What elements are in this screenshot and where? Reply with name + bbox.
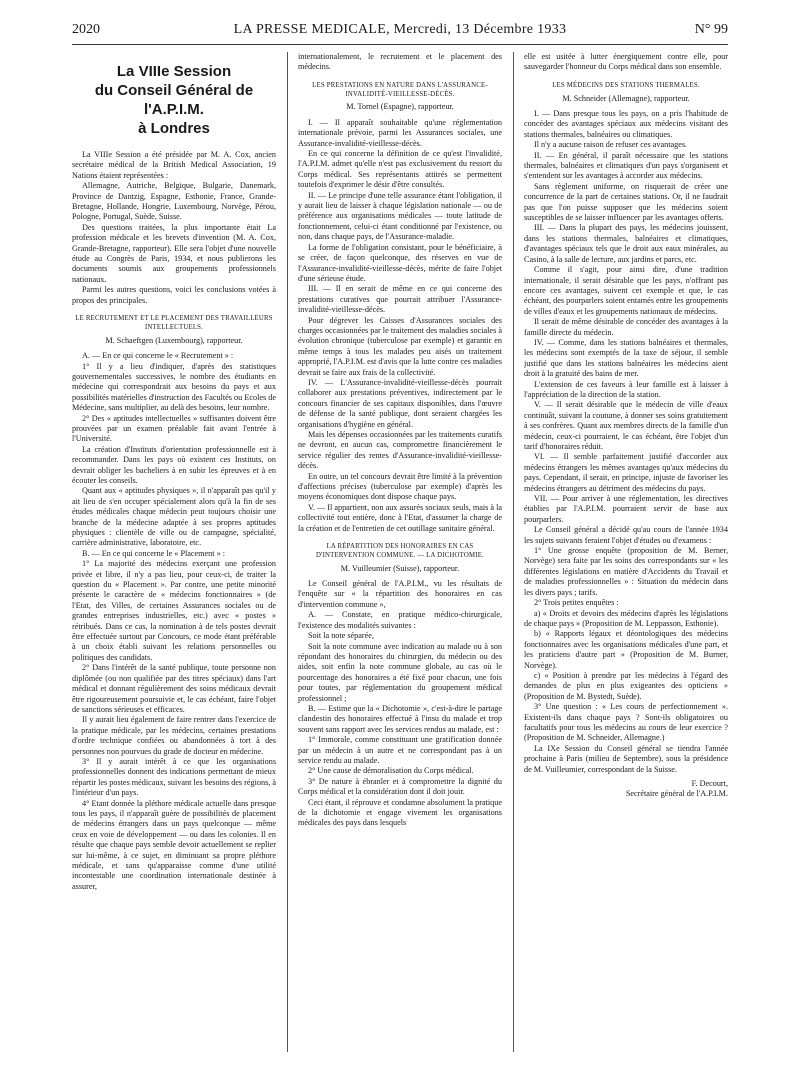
- paragraph: Parmi les autres questions, voici les conclusions votées à propos des principales.: [72, 285, 276, 305]
- paragraph: 2° Trois petites enquêtes :: [534, 598, 619, 608]
- paragraph: c) « Position à prendre par les médecins à l'égard des demandes de plus en plus exigeantes des opticiens » (Proposition de M. Bystedt, Suède).: [524, 670, 728, 701]
- paragraph: En outre, un tel concours devrait être limité à la prévention d'affections précises (tuberculose par exemple) d'après les moyens économiques dont dispose chaque pays.: [298, 471, 502, 502]
- paragraph: VII. — Pour arriver à une réglementation, les directives établies par l'A.P.I.M. pourraient servir de base aux pourparlers.: [524, 494, 728, 524]
- paragraph: II. — Le principe d'une telle assurance étant l'obligation, il y aurait lieu de laisser à chaque législation nationale — ou de préférence aux organisations médicales — toute latitude de fonctionnement, celui-ci étant conditionné par l'existence, ou non, dans chaque pays, de l'Assurance-maladie.: [298, 190, 502, 242]
- paragraph: 3° Une question : « Les cours de perfectionnement ». Existent-ils dans chaque pays ? Sont-ils obligatoires ou facultatifs pour tous les médecins au cours de leur exercice ? (Proposition de M. Schneider, Allemagne.): [524, 702, 728, 743]
- paragraph: a) « Droits et devoirs des médecins d'après les législations de chaque pays » (Proposition de M. Leppasson, Esthonie).: [524, 608, 728, 628]
- paragraph: VI. — Il semble parfaitement justifié d'accorder aux médecins étrangers les mêmes avantages qu'aux médecins du pays. Cependant, il serait, en principe, injuste de favoriser les médecins étrangers au détriment des médecins du pays.: [524, 452, 728, 493]
- paragraph: 3° De nature à ébranler et à compromettre la dignité du Corps médical et la considération dont il doit jouir.: [298, 776, 502, 797]
- column-body: [298, 52, 502, 829]
- paragraph: Des questions traitées, la plus importante était La profession médicale et les brevets d'invention (M. A. Cox, Grande-Bretagne, rapporteur). Elle sera l'objet d'une nouvelle étude au Congrès de Paris, 1934, et nous publierons les documents soumis aux groupements professionnels nationaux.: [72, 222, 276, 284]
- section-heading: LES MÉDECINS DES STATIONS THERMALES.: [552, 81, 700, 89]
- paragraph: Il serait de même désirable de concéder des avantages à la famille directe du médecin.: [524, 317, 728, 337]
- paragraph: b) « Rapports légaux et déontologiques des médecins fonctionnaires avec les organisations médicales d'une part, et les praticiens d'autre part » (Proposition de M. Burner, Norvège).: [524, 629, 728, 670]
- paragraph: A. — Constate, en pratique médico-chirurgicale, l'existence des modalités suivantes :: [298, 610, 502, 630]
- column-1: [72, 52, 276, 1062]
- paragraph: Mais les dépenses occasionnées par les traitements curatifs ne devront, en aucun cas, compromettre financièrement le service régulier des rentes d'Assurance-invalidité-vieillesse-décès.: [298, 430, 502, 471]
- paragraph: III. — Dans la plupart des pays, les médecins jouissent, dans les stations thermales, balnéaires et climatiques, d'avantages spéciaux tels que le droit aux eaux minérales, au Casino, à la salle de lecture, aux jardins et parcs, etc.: [524, 223, 728, 264]
- paragraph: 1° Une grosse enquête (proposition de M. Berner, Norvège) sera faite par les soins des correspondants sur « les différentes législations en matière d'Accidents du Travail et de maladies professionnelles » : Situation du médecin dans les divers pays ; tarifs.: [524, 546, 728, 597]
- paragraph: 1° Il y a lieu d'indiquer, d'après des statistiques gouvernementales successives, le nombre des étudiants en médecine qui correspondrait aux besoins du pays et aux possibilités matérielles d'instruction des Facultés ou Ecoles de Médecine, sans multiplier, au delà des besoins, leur nombre.: [72, 361, 276, 413]
- paragraph: Allemagne, Autriche, Belgique, Bulgarie, Danemark, Province de Dantzig, Espagne, Esthonie, France, Grande-Bretagne, Hollande, Hongrie, Luxembourg, Norvège, Pérou, Pologne, Portugal, Suède, Suisse.: [72, 181, 276, 222]
- paragraph: 2° Une cause de démoralisation du Corps médical.: [308, 766, 474, 776]
- section-heading: LES PRESTATIONS EN NATURE DANS L'ASSURANCE-INVALIDITÉ-VIEILLESSE-DÉCÈS.: [312, 81, 488, 98]
- paragraph: IV. — Comme, dans les stations balnéaires et thermales, les médecins sont exemptés de la taxe de séjour, il semble justifié que dans les stations balnéaires les médecins aient droit à la gratuité des bains de mer.: [524, 337, 728, 379]
- paragraph: La VIIIe Session a été présidée par M. A. Cox, ancien secrétaire médical de la British Medical Association, 19 Nations étaient représentées :: [72, 150, 276, 180]
- rapporteur-line: M. Vuilleumier (Suisse), rapporteur.: [340, 563, 460, 573]
- paragraph: En ce qui concerne la définition de ce qu'est l'invalidité, l'A.P.I.M. admet qu'elle n'est pas exclusivement du ressort du Corps médical. Ses représentants attitrés se permettent toutefois d'exprimer le désir d'être consultés.: [298, 149, 502, 190]
- column-2: [298, 52, 502, 1062]
- column-body: [524, 52, 728, 800]
- paragraph: Le Conseil général de l'A.P.I.M., vu les résultats de l'enquête sur « la répartition des honoraires en cas d'intervention commune »,: [298, 579, 502, 609]
- paragraph: 2° Des « aptitudes intellectuelles » suffisantes doivent être prouvées par un examen préalable fait avant l'entrée à l'Université.: [72, 413, 276, 444]
- rapporteur-line: M. Schaeftgen (Luxembourg), rapporteur.: [105, 335, 243, 345]
- paragraph: Il y aurait lieu également de faire rentrer dans l'exercice de la pratique médicale, par les médecins, certaines prestations d'ordre technique confiées ou abandonnées à tort à des personnes non pourvues du grade de docteur en médecine.: [72, 715, 276, 756]
- paragraph: elle est usitée à lutter énergiquement contre elle, pour sauvegarder l'honneur du Corps médical dans son ensemble.: [524, 52, 728, 72]
- article-title: [72, 62, 276, 138]
- paragraph: Ceci étant, il réprouve et condamne absolument la pratique de la dichotomie et engage vivement les organisations médicales des pays dans lesquels: [298, 797, 502, 828]
- paragraph: 3° Il y aurait intérêt à ce que les organisations professionnelles donnent des indications permettant de mieux répartir les postes médicaux, suivant les besoins des régions, à l'intérieur d'un pays.: [72, 756, 276, 798]
- column-body: [72, 150, 276, 892]
- section-heading: LA RÉPARTITION DES HONORAIRES EN CAS D'INTERVENTION COMMUNE. — LA DICHOTOMIE.: [316, 543, 484, 559]
- paragraph: Quant aux « aptitudes physiques », il n'apparaît pas qu'il y ait lieu de s'en occuper spécialement alors qu'à la fin de ses études médicales chaque médecin peut toujours choisir une branche de la médecine adaptée à ses propres aptitudes physiques : clientèle de ville ou de campagne, spécialité, carrière administrative, laboratoire, etc.: [72, 486, 276, 548]
- publication-title: LA PRESSE MEDICALE, Mercredi, 13 Décembre 1933: [233, 22, 567, 37]
- paragraph: IV. — L'Assurance-invalidité-vieillesse-décès pourrait collaborer aux prestations préventives, indirectement par le concours financier de ses capitaux disponibles, dans l'œuvre de défense de la santé publique, dont seraient chargées les organisations d'hygiène en général.: [298, 377, 502, 429]
- paragraph: Soit la note séparée,: [308, 631, 374, 641]
- article-title-line: du Conseil Général de l'A.P.I.M.: [94, 82, 254, 118]
- article-title-line: La VIIIe Session: [116, 63, 232, 80]
- rapporteur-line: M. Schneider (Allemagne), rapporteur.: [562, 93, 690, 103]
- paragraph: Sans règlement uniforme, on risquerait de créer une concurrence de la part de certaines stations. Or, il ne faudrait pas que l'on puisse supposer que les médecins soient susceptibles de se laisser influencer par les avantages offerts.: [524, 181, 728, 223]
- paragraph: L'extension de ces faveurs à leur famille est à laisser à l'appréciation de la direction de la station.: [524, 379, 728, 399]
- paragraph: Soit la note commune avec indication au malade ou à son répondant des honoraires du chirurgien, du médecin ou des aides, soit enfin la note commune globale, au cas où le pourcentage des honoraires a été fixé pour chacun, une fois pour toutes, par réglementation du groupement médical professionnel ;: [298, 641, 502, 703]
- page-number: 2020: [72, 22, 100, 37]
- running-header: [72, 22, 728, 45]
- paragraph: internationalement, le recrutement et le placement des médecins.: [298, 52, 502, 72]
- paragraph: 4° Etant donnée la pléthore médicale actuelle dans presque tous les pays, il n'apparaît guère de possibilités de placement de médecins étrangers dans un pays quelconque — même ceux en voie de développement — ou dans les colonies. Il en résulte que chaque pays semble devoir actuellement se replier sur lui-même, à ce sujet, en diminuant sa propre pléthore médicale, et sans qu'apparaisse comme d'une utilité incontestable une coordination internationale destinée à assurer,: [72, 798, 276, 891]
- section-heading: LE RECRUTEMENT ET LE PLACEMENT DES TRAVAILLEURS INTELLECTUELS.: [75, 315, 273, 331]
- paragraph: La IXe Session du Conseil général se tiendra l'année prochaine à Paris (milieu de Septembre), sous la présidence de M. Vuilleumier, correspondant de la Suisse.: [524, 743, 728, 774]
- paragraph: La forme de l'obligation consistant, pour le bénéficiaire, à se créer, de façon quelconque, des réserves en vue de l'Assurance-invalidité-vieillesse-décès, mérite de faire l'objet d'une sérieuse étude.: [298, 242, 502, 283]
- paragraph: III. — Il en serait de même en ce qui concerne des prestations curatives que pourrait attribuer l'Assurance-invalidité-vieillesse-décès.: [298, 284, 502, 315]
- paragraph: II. — En général, il paraît nécessaire que les stations thermales, balnéaires et climatiques d'un pays s'organisent et s'entendent sur les avantages à accorder aux médecins.: [524, 150, 728, 181]
- paragraph: Il n'y a aucune raison de refuser ces avantages.: [534, 140, 688, 150]
- issue-number: N° 99: [694, 22, 728, 37]
- paragraph: Le Conseil général a décidé qu'au cours de l'année 1934 les sujets suivants feraient l'objet d'études ou d'examens :: [524, 525, 728, 545]
- paragraph: I. — Dans presque tous les pays, on a pris l'habitude de concéder des avantages spéciaux aux médecins visitant des stations thermales, balnéaires ou climatiques.: [524, 109, 728, 139]
- rapporteur-line: M. Tornel (Espagne), rapporteur.: [346, 102, 454, 112]
- column-rule: [287, 52, 288, 1052]
- paragraph: 2° Dans l'intérêt de la santé publique, toute personne non diplômée (ou non qualifiée par des titres spéciaux) dans l'art médical et donnant régulièrement des soins médicaux devrait être rigoureusement poursuivie et, le cas échéant, faire l'objet de sanctions sérieuses et efficaces.: [72, 663, 276, 714]
- paragraph: Pour dégrever les Caisses d'Assurances sociales des charges occasionnées par le traitement des maladies sociales à évolution chronique (tuberculose par exemple) et garantir en même temps à tous les malades peu aisés un traitement approprié, l'A.P.I.M. est d'avis que la lutte contre ces maladies devrait se faire aux frais de la collectivité.: [298, 315, 502, 377]
- paragraph: V. — Il appartient, non aux assurés sociaux seuls, mais à la collectivité tout entière, donc à l'Etat, d'assumer la charge de la création et de l'entretien de cet outillage sanitaire général.: [298, 502, 502, 533]
- paragraph: 1° Immorale, comme constituant une gratification donnée par un médecin à un autre et ne correspondant pas à un service rendu au malade.: [298, 735, 502, 765]
- paragraph: I. — Il apparaît souhaitable qu'une réglementation internationale prévoie, parmi les Assurances sociales, une Assurance-invalidité-vieillesse-décès.: [298, 117, 502, 148]
- paragraph: V. — Il serait désirable que le médecin de ville d'eaux continuât, suivant la coutume, à donner ses soins gratuitement à ses confrères. Quant aux membres directs de la famille d'un médecin, ceux-ci pourraient, le cas échéant, être l'objet d'un tarif d'honoraires réduit.: [524, 400, 728, 452]
- paragraph: 1° La majorité des médecins exerçant une profession privée et libre, il n'y a pas lieu, pour ceux-ci, de traiter la question du « Placement ». Par contre, une petite minorité présente le caractère de « médecins fonctionnaires » (de l'Etat, des Villes, de certaines Assurances sociales ou de grandes entreprises industrielles, etc.) avec « postes » rétribués. Dans ce cas, la nomination à de tels postes devrait être effectuée surtout par Concours, ce mode étant préférable à un choix établi suivant les relations personnelles ou politiques des candidats.: [72, 559, 276, 662]
- paragraph: La création d'Instituts d'orientation professionnelle est à recommander. Dans les pays où existent ces Instituts, on devrait obliger les bacheliers à en subir les épreuves et à en écouter les conseils.: [72, 444, 276, 485]
- article-title-line: à Londres: [138, 120, 210, 137]
- paragraph: A. — En ce qui concerne le « Recrutement » :: [82, 351, 234, 361]
- column-rule: [513, 52, 514, 1052]
- signature-name: F. Decourt,: [691, 779, 728, 789]
- signature-title: Secrétaire général de l'A.P.I.M.: [625, 789, 728, 799]
- paragraph: Comme il s'agit, pour ainsi dire, d'une tradition internationale, il serait désirable que les pays, n'offrant pas encore ces avantages, suivent cet exemple et que, le cas échéant, des pourparlers soient entamés entre les groupements de villes d'eaux et les groupements nationaux de médecins.: [524, 265, 728, 316]
- paragraph: B. — Estime que la « Dichotomie », c'est-à-dire le partage clandestin des honoraires effectué à l'insu du malade et trop souvent sans rapport avec les services rendus au malade, est :: [298, 703, 502, 734]
- column-3: [524, 52, 728, 1062]
- paragraph: B. — En ce qui concerne le « Placement » :: [82, 548, 226, 558]
